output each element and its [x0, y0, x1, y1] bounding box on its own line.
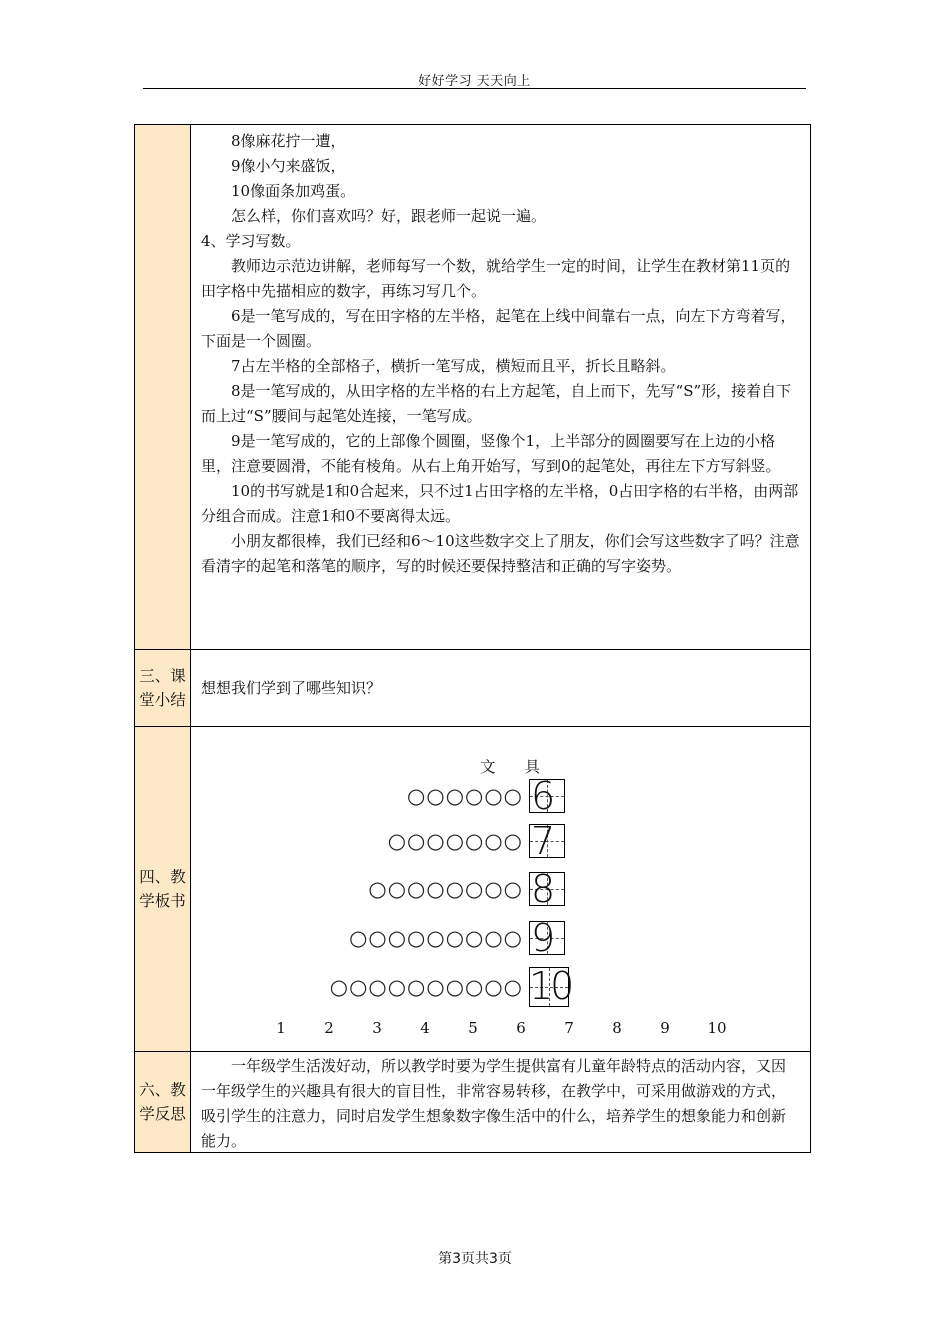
tian-grid-6: [529, 774, 565, 818]
axis-number: 3: [372, 1019, 382, 1037]
summary-text: 想想我们学到了哪些知识？: [201, 678, 382, 697]
paragraph-ten: 10的书写就是1和0合起来，只不过1占田字格的左半格，0占田字格的右半格，由两部分组合而成。注意1和0不要离得太远。: [201, 482, 799, 525]
axis-number: 4: [420, 1019, 430, 1037]
axis-number: 8: [612, 1019, 622, 1037]
tian-grid-10: [529, 964, 572, 1008]
tian-grid-8: [529, 867, 565, 911]
rhyme-line-9: 9像小勺来盛饭，: [231, 157, 346, 175]
axis-number: 10: [707, 1019, 727, 1037]
paragraph-demo: 教师边示范边讲解，老师每写一个数，就给学生一定的时间，让学生在教材第11页的田字格中先描相应的数字，再练习写几个。: [201, 257, 791, 300]
lesson-table: [134, 124, 811, 1153]
circle-row-9: ○○○○○○○○○: [349, 926, 523, 950]
row-board: [135, 726, 810, 1051]
board-label: 四、教学板书: [135, 727, 191, 1051]
board-title: 文 具: [480, 758, 552, 776]
header-rule: [143, 88, 806, 89]
reflection-content: [191, 1052, 810, 1152]
circle-row-6: ○○○○○○: [407, 784, 523, 808]
board-content: [191, 727, 810, 1051]
paragraph-six: 6是一笔写成的，写在田字格的左半格，起笔在上线中间靠右一点，向左下方弯着写，下面是一个圆圈。: [201, 307, 796, 350]
axis-number: 6: [516, 1019, 526, 1037]
page-footer: 第3页共3页: [438, 1251, 512, 1267]
row-reflection: [135, 1051, 810, 1152]
circle-row-7: ○○○○○○○: [387, 829, 523, 853]
row-teaching-process: [135, 125, 810, 649]
prompt-line: 怎么样，你们喜欢吗？好，跟老师一起说一遍。: [231, 207, 547, 225]
paragraph-closing: 小朋友都很棒，我们已经和6～10这些数字交上了朋友，你们会写这些数字了吗？注意看清字的起笔和落笔的顺序，写的时候还要保持整洁和正确的写字姿势。: [201, 532, 800, 575]
process-content: [191, 125, 810, 649]
board-drawing: [191, 727, 811, 1051]
reflection-text: 一年级学生活泼好动，所以教学时要为学生提供富有儿童年龄特点的活动内容，又因一年级学生的兴趣具有很大的盲目性，非常容易转移，在教学中，可采用做游戏的方式，吸引学生的注意力，同时启发学生想象数字像生活中的什么，培养学生的想象能力和创新能力。: [201, 1057, 787, 1150]
reflection-label: 六、教学反思: [135, 1052, 191, 1152]
rhyme-line-8: 8像麻花拧一遭，: [231, 132, 346, 150]
axis-number: 9: [660, 1019, 670, 1037]
grid-digit-7: 7: [531, 819, 553, 863]
step-heading: 4、学习写数。: [201, 232, 301, 250]
axis-number: 1: [276, 1019, 286, 1037]
paragraph-eight: 8是一笔写成的，从田字格的左半格的右上方起笔，自上而下，先写“S”形，接着自下而上过“S”腰间与起笔处连接，一笔写成。: [201, 382, 792, 425]
axis-number: 2: [324, 1019, 334, 1037]
axis-number: 5: [468, 1019, 478, 1037]
grid-digit-8: 8: [531, 867, 553, 911]
summary-label: 三、课堂小结: [135, 650, 191, 726]
grid-digit-10: 10: [529, 964, 572, 1008]
summary-content: [191, 650, 810, 726]
row-label-empty: [135, 125, 191, 649]
paragraph-nine: 9是一笔写成的，它的上部像个圆圈，竖像个1，上半部分的圆圈要写在上边的小格里，注意要圆滑，不能有棱角。从右上角开始写，写到0的起笔处，再往左下方写斜竖。: [201, 432, 781, 475]
rhyme-line-10: 10像面条加鸡蛋。: [231, 182, 356, 200]
axis-number: 7: [564, 1019, 574, 1037]
tian-grid-9: [529, 916, 565, 960]
grid-digit-9: 9: [531, 916, 553, 960]
grid-digit-6: 6: [531, 774, 553, 818]
tian-grid-7: [529, 819, 565, 863]
circle-row-8: ○○○○○○○○: [368, 877, 523, 901]
row-summary: [135, 649, 810, 726]
paragraph-seven: 7占左半格的全部格子，横折一笔写成，横短而且平，折长且略斜。: [231, 357, 676, 375]
page-header: 好好学习 天天向上: [418, 74, 531, 89]
circle-row-10: ○○○○○○○○○○: [329, 975, 523, 999]
